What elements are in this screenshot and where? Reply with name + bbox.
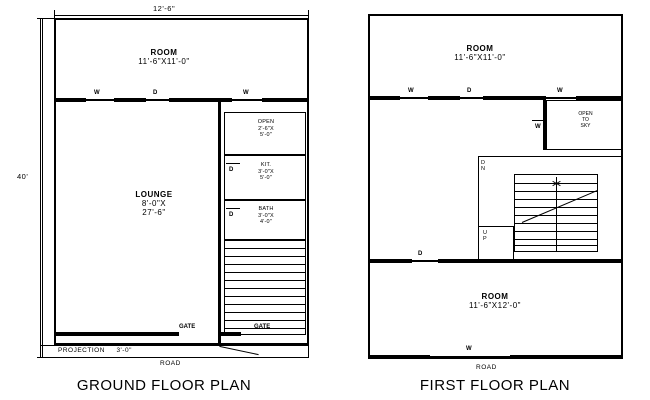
- first-window-sky-mark: [532, 120, 544, 121]
- ground-lounge-size2: 27'-6": [142, 208, 166, 218]
- first-door-lower-label: D: [418, 251, 423, 257]
- ground-road-label: ROAD: [160, 360, 181, 367]
- ground-gate-left-label: GATE: [179, 324, 196, 330]
- ground-room-name: ROOM: [150, 48, 178, 57]
- ground-floor-plan: [14, 4, 314, 394]
- first-room-bottom-name: ROOM: [481, 292, 509, 301]
- first-room-top-name: ROOM: [466, 44, 494, 53]
- first-room-bottom-size: 11'-6"X12'-0": [469, 301, 521, 311]
- ground-top-dimension: [54, 6, 309, 18]
- first-window-bottom-label: W: [466, 346, 472, 352]
- first-room-top-size: 11'-6"X11'-0": [454, 53, 506, 63]
- ground-room-size: 11'-6"X11'-0": [138, 57, 190, 67]
- ground-lounge-label: [104, 190, 204, 218]
- ground-open-label: [242, 119, 290, 139]
- first-wall-room-bottom-3: [483, 96, 546, 100]
- first-window-bottom-mark: [430, 356, 510, 358]
- first-stair-down-label: D N: [481, 160, 485, 173]
- ground-opening-w-left: [86, 99, 114, 101]
- first-window-right-label: W: [557, 88, 563, 94]
- ground-wall-bottom-left: [54, 332, 179, 336]
- first-room-bottom-label: [410, 292, 580, 310]
- first-opening-d-mid: [460, 97, 483, 99]
- ground-top-dimension-text: 12'-6": [149, 4, 179, 13]
- ground-projection-name: PROJECTION: [58, 347, 105, 354]
- first-open-sky: SKY: [580, 122, 591, 129]
- first-wall-mid-left: [368, 259, 412, 263]
- ground-projection-value: 3'-0": [116, 347, 132, 354]
- first-door-middle-label: D: [467, 88, 472, 94]
- ground-bath-size: 3'-0"X: [258, 212, 274, 219]
- ground-kitchen-label: [242, 162, 290, 182]
- ground-door-middle-label: D: [153, 90, 158, 96]
- first-wall-mid-right: [438, 259, 623, 263]
- ground-staircase: [224, 240, 306, 335]
- ground-bath-size2: 4'-0": [260, 219, 272, 226]
- ground-opening-w-right: [232, 99, 262, 101]
- ground-opening-d-mid: [146, 99, 169, 101]
- ground-kitchen-size2: 5'-0": [260, 175, 272, 182]
- ground-plan-title: GROUND FLOOR PLAN: [76, 377, 252, 394]
- first-stair-flight: [514, 174, 598, 252]
- first-wall-sky-left: [543, 100, 546, 150]
- ground-lounge-name: LOUNGE: [135, 190, 173, 199]
- ground-wall-room-bottom-3: [169, 98, 232, 102]
- ground-open-size2: 5'-0": [260, 132, 272, 139]
- first-wall-bottom-1: [368, 355, 430, 359]
- first-floor-plan: [350, 4, 640, 394]
- ground-lounge-size: 8'-0"X: [141, 199, 167, 209]
- ground-door-bath-label: D: [229, 212, 234, 218]
- first-wall-room-bottom-2: [428, 96, 460, 100]
- ground-wall-room-bottom-1: [54, 98, 86, 102]
- ground-room-label: [84, 48, 244, 66]
- ground-wall-room-bottom-2: [114, 98, 146, 102]
- ground-open-size: 2'-6"X: [258, 125, 274, 132]
- ground-door-bath-swing: [226, 208, 240, 209]
- first-door-lower-mark: [412, 260, 438, 262]
- first-opening-w-left: [400, 97, 428, 99]
- first-road-label: ROAD: [476, 364, 497, 371]
- first-opening-w-right: [546, 97, 576, 99]
- first-open-to-sky-label: [558, 112, 613, 129]
- first-window-sky-label: W: [535, 124, 541, 130]
- ground-door-kitchen-swing: [226, 163, 240, 164]
- ground-window-right-label: W: [243, 90, 249, 96]
- first-window-left-label: W: [408, 88, 414, 94]
- ground-wall-room-bottom-4: [262, 98, 309, 102]
- ground-gate-right-label: GATE: [254, 324, 271, 330]
- first-wall-bottom-2: [510, 355, 623, 359]
- first-open-to: TO: [582, 116, 589, 123]
- ground-wall-lounge-right: [218, 102, 221, 345]
- first-open-name: OPEN: [578, 111, 593, 117]
- ground-projection-label: [58, 347, 132, 354]
- ground-bath-name: BATH: [258, 206, 274, 212]
- ground-bath-label: [242, 206, 290, 226]
- ground-door-kitchen-label: D: [229, 167, 234, 173]
- first-wall-room-bottom-1: [368, 96, 400, 100]
- first-stair-up-label: U P: [483, 230, 487, 243]
- ground-kitchen-name: KIT.: [260, 162, 272, 168]
- ground-window-left-label: W: [94, 90, 100, 96]
- first-room-top-label: [400, 44, 560, 62]
- ground-kitchen-size: 3'-0"X: [258, 168, 274, 175]
- ground-open-name: OPEN: [257, 119, 275, 125]
- ground-wall-bottom-right: [221, 332, 241, 336]
- first-plan-title: FIRST FLOOR PLAN: [419, 377, 571, 394]
- ground-left-dimension-text: 40': [17, 172, 29, 181]
